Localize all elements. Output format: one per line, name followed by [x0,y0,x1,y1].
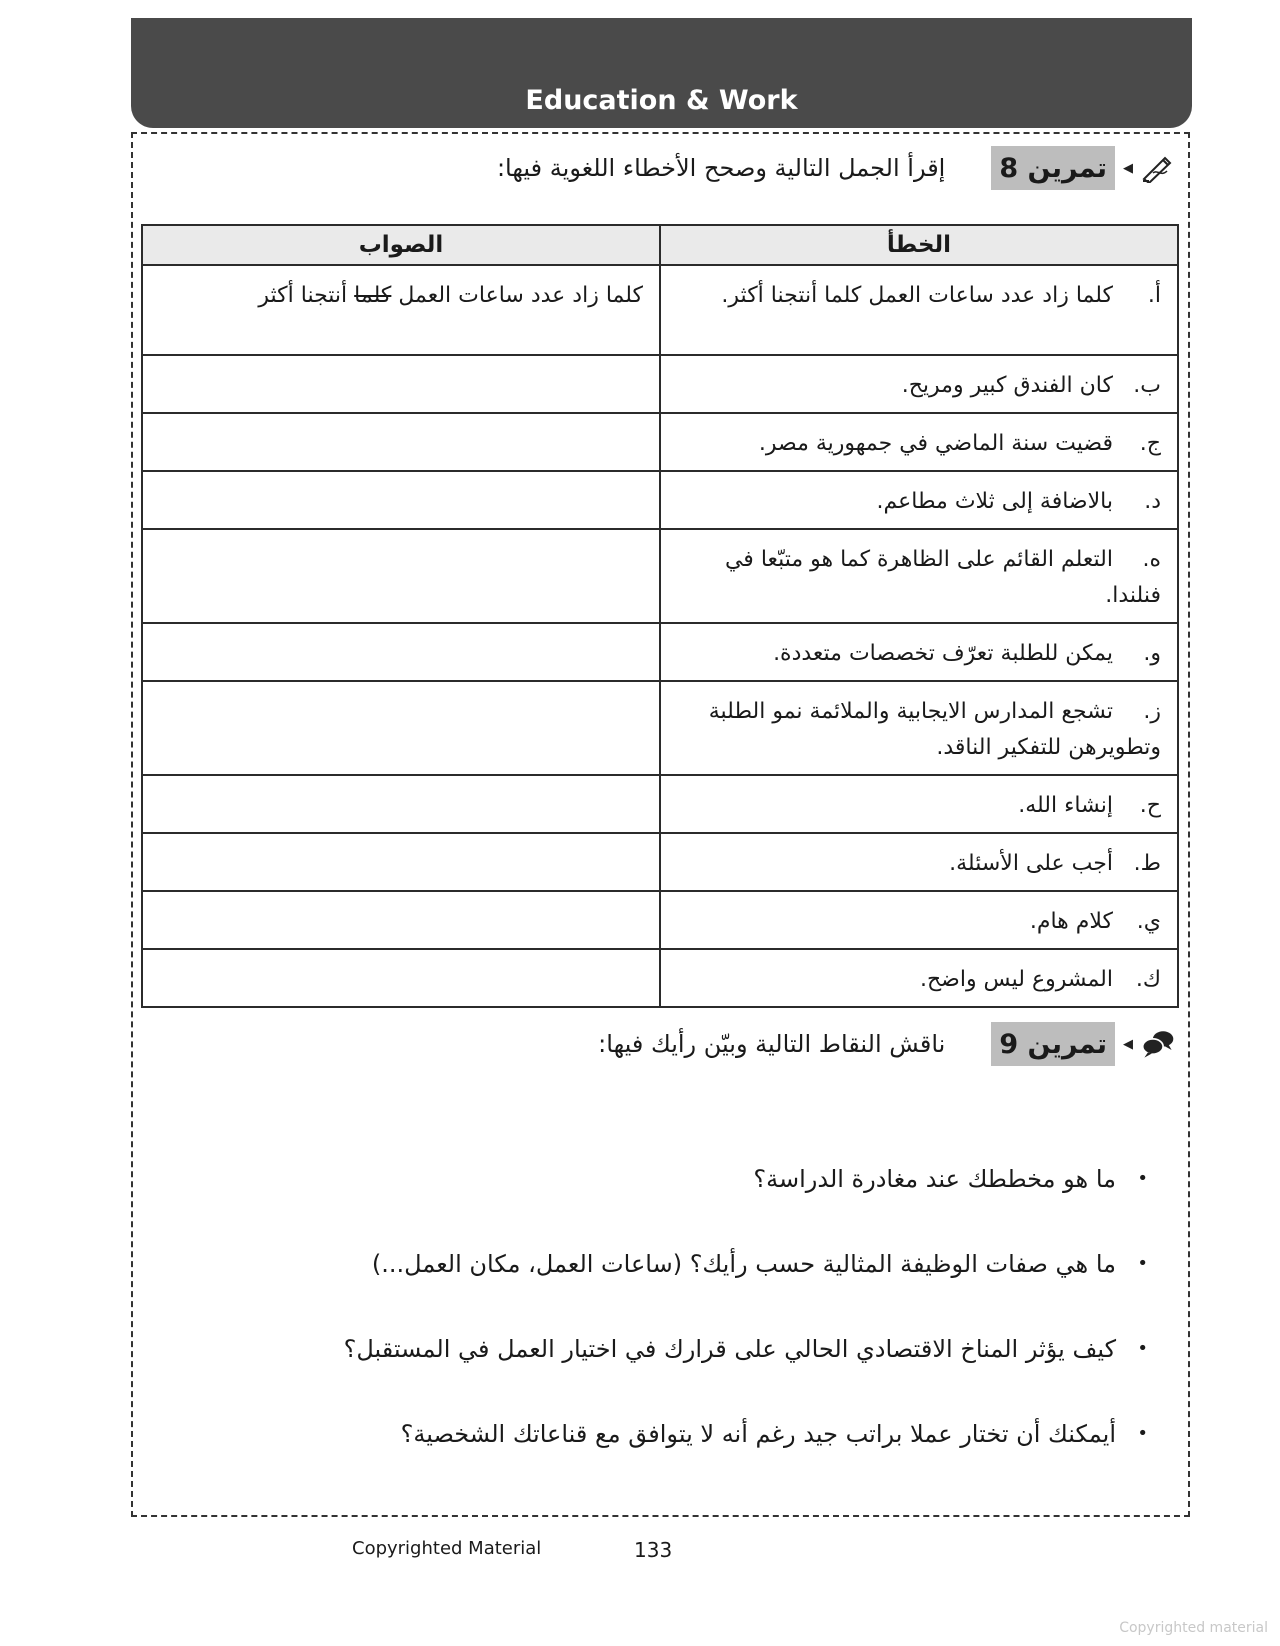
column-header-correct: الصواب [142,225,660,265]
table-row [142,623,1178,681]
row-letter: د. [1144,489,1161,514]
correct-cell[interactable] [142,623,660,681]
struck-word: كلما [354,283,392,308]
correct-cell[interactable] [142,833,660,891]
correct-text-end: أنتجنا أكثر [258,283,355,308]
row-letter: ب. [1133,373,1161,398]
correct-cell[interactable] [142,775,660,833]
exercise9-instruction: ناقش النقاط التالية وبيّن رأيك فيها: [598,1030,946,1058]
exercise9-label: تمرين 9 [991,1022,1115,1066]
error-text: يمكن للطلبة تعرّف تخصصات متعددة. [773,641,1113,666]
error-cell [660,775,1178,833]
watermark: Copyrighted material [1119,1620,1268,1636]
row-letter: ه. [1142,547,1161,572]
error-text: المشروع ليس واضح. [919,967,1113,992]
table-row [142,413,1178,471]
column-header-error: الخطأ [660,225,1178,265]
row-letter: ح. [1139,793,1161,818]
error-text: كلام هام. [1029,909,1113,934]
error-cell [660,891,1178,949]
table-row [142,833,1178,891]
page-title: Education & Work [525,85,798,116]
error-text: بالاضافة إلى ثلاث مطاعم. [876,489,1113,514]
row-letter: ي. [1136,909,1161,934]
correct-text-start: كلما زاد عدد ساعات العمل [391,283,643,308]
correct-cell[interactable] [142,529,660,623]
error-cell [660,949,1178,1007]
header-bar [131,18,1192,128]
table-row [142,891,1178,949]
error-text: تشجع المدارس الايجابية والملائمة نمو الطلبة وتطويرهن للتفكير الناقد. [708,699,1161,760]
correct-cell[interactable] [142,681,660,775]
error-cell [660,623,1178,681]
error-cell [660,681,1178,775]
correct-cell[interactable] [142,413,660,471]
correct-cell[interactable] [142,891,660,949]
exercise8-instruction: إقرأ الجمل التالية وصحح الأخطاء اللغوية فيها: [496,154,946,182]
copyright-notice: Copyrighted Material [352,1538,542,1559]
exercise9-heading [598,1018,1175,1070]
errors-table [141,224,1179,1008]
error-text: إنشاء الله. [1018,793,1113,818]
error-cell [660,471,1178,529]
table-row [142,775,1178,833]
error-text: كلما زاد عدد ساعات العمل كلما أنتجنا أكثر. [721,283,1113,308]
exercise-frame [131,132,1190,1517]
row-letter: ط. [1133,851,1161,876]
arrow-left-icon: ◀ [1123,160,1133,176]
error-text: التعلم القائم على الظاهرة كما هو متبّعا في فنلندا. [724,547,1161,608]
correct-cell[interactable] [142,949,660,1007]
error-cell [660,413,1178,471]
error-text: قضيت سنة الماضي في جمهورية مصر. [758,431,1113,456]
page-number: 133 [634,1538,673,1562]
list-item: • كيف يؤثر المناخ الاقتصادي الحالي على قرارك في اختيار العمل في المستقبل؟ [248,1329,1148,1414]
row-letter: و. [1143,641,1161,666]
table-row [142,681,1178,775]
error-cell [660,355,1178,413]
table-header-row [142,225,1178,265]
error-cell [660,529,1178,623]
error-cell [660,833,1178,891]
list-item: • ما هي صفات الوظيفة المثالية حسب رأيك؟ (ساعات العمل، مكان العمل...) [248,1244,1148,1329]
writing-hand-icon [1141,151,1175,185]
table-row [142,949,1178,1007]
correct-cell[interactable] [142,355,660,413]
row-letter: ك. [1135,967,1161,992]
table-row [142,265,1178,355]
table-row [142,529,1178,623]
list-item: • ما هو مخططك عند مغادرة الدراسة؟ [248,1159,1148,1244]
row-letter: ز. [1143,699,1161,724]
arrow-left-icon: ◀ [1123,1036,1133,1052]
exercise8-label: تمرين 8 [991,146,1115,190]
table-row [142,471,1178,529]
error-text: كان الفندق كبير ومريح. [901,373,1113,398]
discussion-points [248,1159,1148,1499]
correct-cell[interactable] [142,265,660,355]
row-letter: أ. [1147,283,1161,308]
error-cell [660,265,1178,355]
row-letter: ج. [1139,431,1161,456]
error-text: أجب على الأسئلة. [949,851,1113,876]
table-row [142,355,1178,413]
speech-bubbles-icon [1141,1027,1175,1061]
exercise8-heading [497,142,1175,194]
list-item: • أيمكنك أن تختار عملا براتب جيد رغم أنه لا يتوافق مع قناعاتك الشخصية؟ [248,1414,1148,1499]
correct-cell[interactable] [142,471,660,529]
